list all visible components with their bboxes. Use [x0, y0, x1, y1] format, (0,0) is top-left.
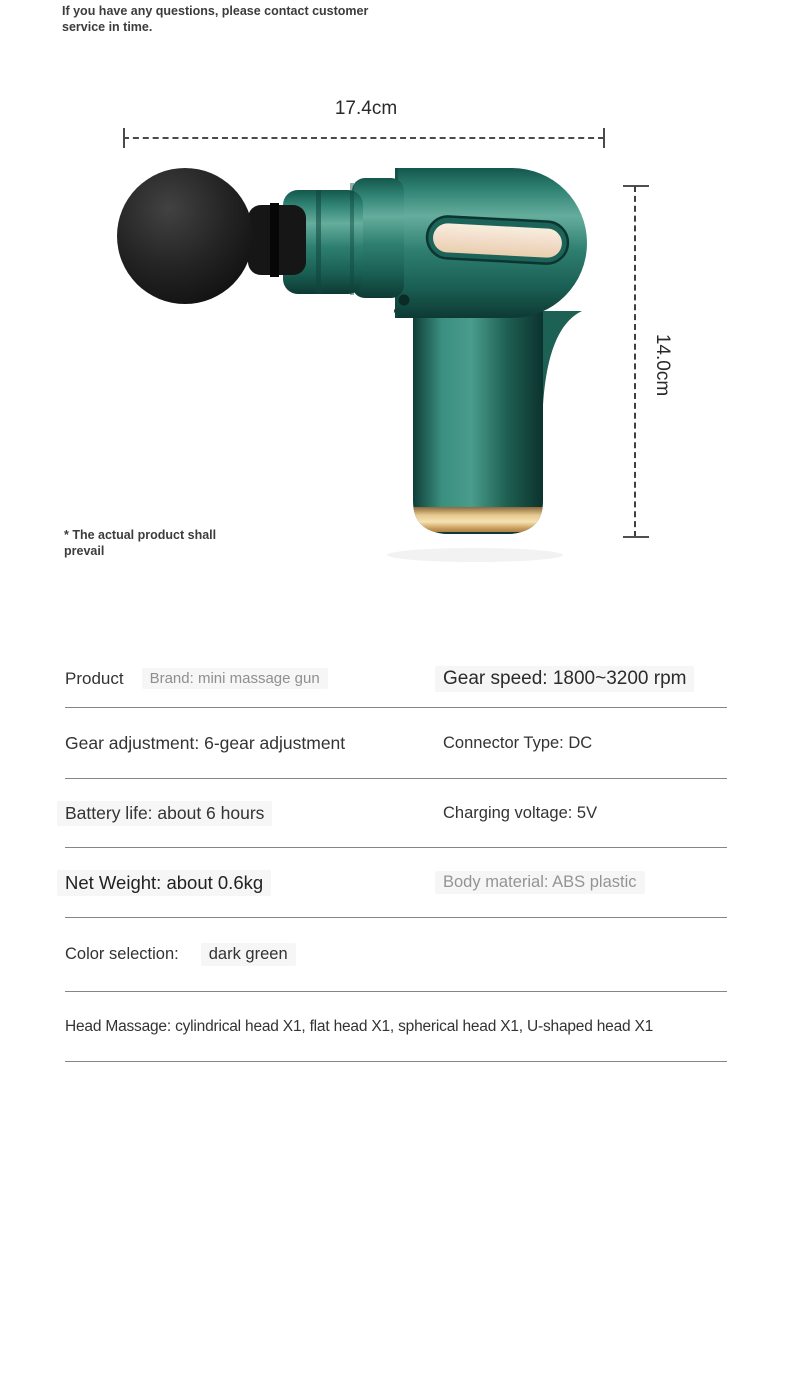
width-dimension-line	[123, 137, 604, 139]
spec-cell-gear-adjustment	[65, 733, 443, 754]
spec-value: Charging voltage: 5V	[443, 803, 598, 822]
spec-value: Net Weight: about 0.6kg	[57, 870, 271, 896]
product-shadow	[387, 548, 563, 562]
width-dimension-tick-left	[123, 128, 125, 148]
height-dimension-label: 14.0cm	[652, 333, 673, 397]
spec-value: Battery life: about 6 hours	[57, 801, 272, 826]
spec-cell-color-selection	[65, 943, 443, 966]
spec-cell-net-weight	[65, 870, 443, 896]
spec-value: Gear adjustment: 6-gear adjustment	[65, 732, 346, 753]
spec-cell-body-material	[443, 871, 727, 894]
spec-cell-connector-type	[443, 734, 727, 753]
spec-value: Head Massage: cylindrical head X1, flat head X1, spherical head X1, U-shaped head X1	[65, 1017, 654, 1035]
spec-row-color-selection	[65, 918, 727, 992]
height-dimension-tick-top	[623, 185, 649, 187]
spec-row-gear-adjustment	[65, 708, 727, 779]
spec-cell-head-massage	[65, 1018, 727, 1036]
spec-cell-battery-life	[65, 801, 443, 826]
width-dimension-tick-right	[603, 128, 605, 148]
handle-body-fillet	[543, 311, 582, 405]
gun-handle	[413, 305, 543, 546]
massage-gun-product-image	[100, 155, 600, 565]
width-dimension-label: 17.4cm	[334, 98, 398, 119]
spec-cell-gear-speed	[443, 666, 727, 692]
height-dimension-line	[634, 186, 636, 537]
product-disclaimer: * The actual product shall prevail	[64, 528, 217, 559]
spec-value: Gear speed: 1800~3200 rpm	[435, 666, 694, 692]
spec-row-head-massage	[65, 992, 727, 1062]
power-port-dot	[399, 295, 410, 306]
spec-value: Body material: ABS plastic	[435, 871, 645, 894]
gold-ring	[413, 507, 543, 534]
spec-label: Color selection:	[65, 945, 179, 963]
spec-value: Brand: mini massage gun	[142, 668, 328, 689]
spherical-massage-head	[117, 168, 253, 304]
spec-row-net-weight	[65, 848, 727, 918]
spec-cell-charging-voltage	[443, 804, 727, 823]
spec-cell-product	[65, 668, 443, 689]
height-dimension-tick-bottom	[623, 536, 649, 538]
spec-row-product	[65, 650, 727, 708]
spec-table	[65, 650, 727, 1062]
indicator-slot	[426, 215, 569, 264]
spec-value: Connector Type: DC	[443, 733, 593, 752]
spec-row-battery-life	[65, 779, 727, 848]
spec-label: Product	[65, 668, 124, 688]
spec-value: dark green	[201, 943, 296, 966]
customer-service-notice: If you have any questions, please contact customer service in time.	[62, 4, 369, 34]
